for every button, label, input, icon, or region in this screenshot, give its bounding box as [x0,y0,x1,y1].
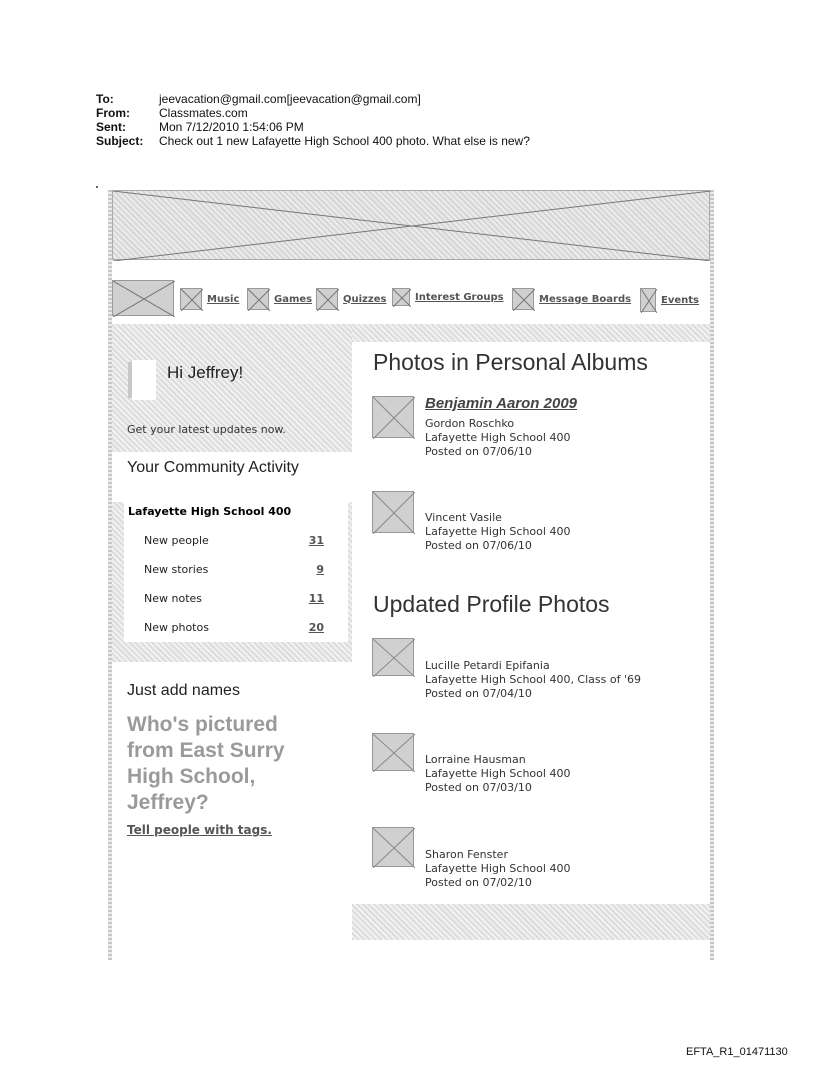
album-photo-thumbnail[interactable] [372,396,414,438]
tags-link[interactable]: Tell people with tags. [127,823,272,837]
profile-photo-meta [425,753,570,795]
activity-count-link[interactable]: 20 [308,621,324,634]
subject-label: Subject: [96,134,144,148]
right-column-bottom-shade [352,904,710,940]
events-icon [640,288,656,312]
activity-count-link[interactable]: 31 [308,534,324,547]
nav-link-events[interactable]: Events [661,294,699,306]
photo-school: Lafayette High School 400, Class of '69 [425,673,641,686]
sent-value: Mon 7/12/2010 1:54:06 PM [159,120,304,134]
nav-item-games[interactable] [247,288,312,310]
games-icon [247,288,269,310]
activity-row-photos [144,621,324,634]
photo-school: Lafayette High School 400 [425,767,571,780]
photo-owner: Sharon Fenster [425,848,508,861]
activity-row-notes [144,592,324,605]
nav-item-interest-groups[interactable] [392,288,504,306]
community-title: Your Community Activity [127,459,299,476]
logo-placeholder [112,280,174,316]
photo-owner: Lucille Petardi Epifania [425,659,550,672]
interest-groups-icon [392,288,410,306]
greeting-avatar-placeholder [132,360,156,400]
photo-posted: Posted on 07/06/10 [425,539,532,552]
album-photo-thumbnail[interactable] [372,491,414,533]
sent-label: Sent: [96,120,126,134]
tags-question: Who's pictured from East Surry High School, Jeffrey? [127,713,285,814]
nav-item-events[interactable] [640,288,699,312]
profile-photo-thumbnail[interactable] [372,638,414,676]
photo-school: Lafayette High School 400 [425,862,571,875]
right-column-top-shade [352,324,710,342]
from-label: From: [96,106,130,120]
albums-title: Photos in Personal Albums [373,349,648,375]
to-label: To: [96,92,114,106]
activity-label: New stories [144,563,209,576]
activity-label: New notes [144,592,203,605]
nav-link-music[interactable]: Music [207,293,240,305]
album-title-link[interactable]: Benjamin Aaron 2009 [425,395,577,412]
activity-count-link[interactable]: 11 [308,592,324,605]
tags-heading: Just add names [127,682,240,699]
nav-item-quizzes[interactable] [316,288,386,310]
quizzes-icon [316,288,338,310]
photo-posted: Posted on 07/03/10 [425,781,532,794]
photo-posted: Posted on 07/02/10 [425,876,532,889]
nav-item-music[interactable] [180,288,239,310]
music-icon [180,288,202,310]
photo-school: Lafayette High School 400 [425,431,571,444]
subject-value: Check out 1 new Lafayette High School 400 photo. What else is new? [159,134,530,148]
album-photo-meta [425,511,570,553]
updates-text: Get your latest updates now. [127,423,286,436]
nav-link-games[interactable]: Games [274,293,313,305]
profile-photos-title: Updated Profile Photos [373,591,610,617]
nav-item-message-boards[interactable] [512,288,631,310]
photo-owner: Vincent Vasile [425,511,502,524]
document-id: EFTA_R1_01471130 [686,1046,788,1058]
activity-row-stories [144,563,324,576]
profile-photo-thumbnail[interactable] [372,827,414,867]
greeting-text: Hi Jeffrey! [167,363,244,382]
from-value: Classmates.com [159,106,248,120]
to-value: jeevacation@gmail.com[jeevacation@gmail.com] [159,92,421,106]
photo-posted: Posted on 07/04/10 [425,687,532,700]
photo-school: Lafayette High School 400 [425,525,571,538]
frame-right-edge [710,190,714,960]
album-photo-meta [425,417,570,459]
photo-owner: Gordon Roschko [425,417,515,430]
photo-posted: Posted on 07/06/10 [425,445,532,458]
profile-photo-thumbnail[interactable] [372,733,414,771]
activity-label: New people [144,534,209,547]
photo-owner: Lorraine Hausman [425,753,526,766]
banner-image-placeholder [112,190,710,260]
profile-photo-meta [425,659,641,701]
community-activity-box [124,502,348,642]
nav-link-message-boards[interactable]: Message Boards [539,293,632,305]
nav-bar [112,278,710,318]
profile-photo-meta [425,848,570,890]
community-school: Lafayette High School 400 [128,505,292,518]
email-header [96,92,530,148]
activity-label: New photos [144,621,209,634]
activity-row-people [144,534,324,547]
nav-link-interest-groups[interactable]: Interest Groups [415,291,504,303]
message-boards-icon [512,288,534,310]
stray-dot [96,186,98,188]
activity-count-link[interactable]: 9 [316,563,324,576]
nav-link-quizzes[interactable]: Quizzes [343,293,387,305]
